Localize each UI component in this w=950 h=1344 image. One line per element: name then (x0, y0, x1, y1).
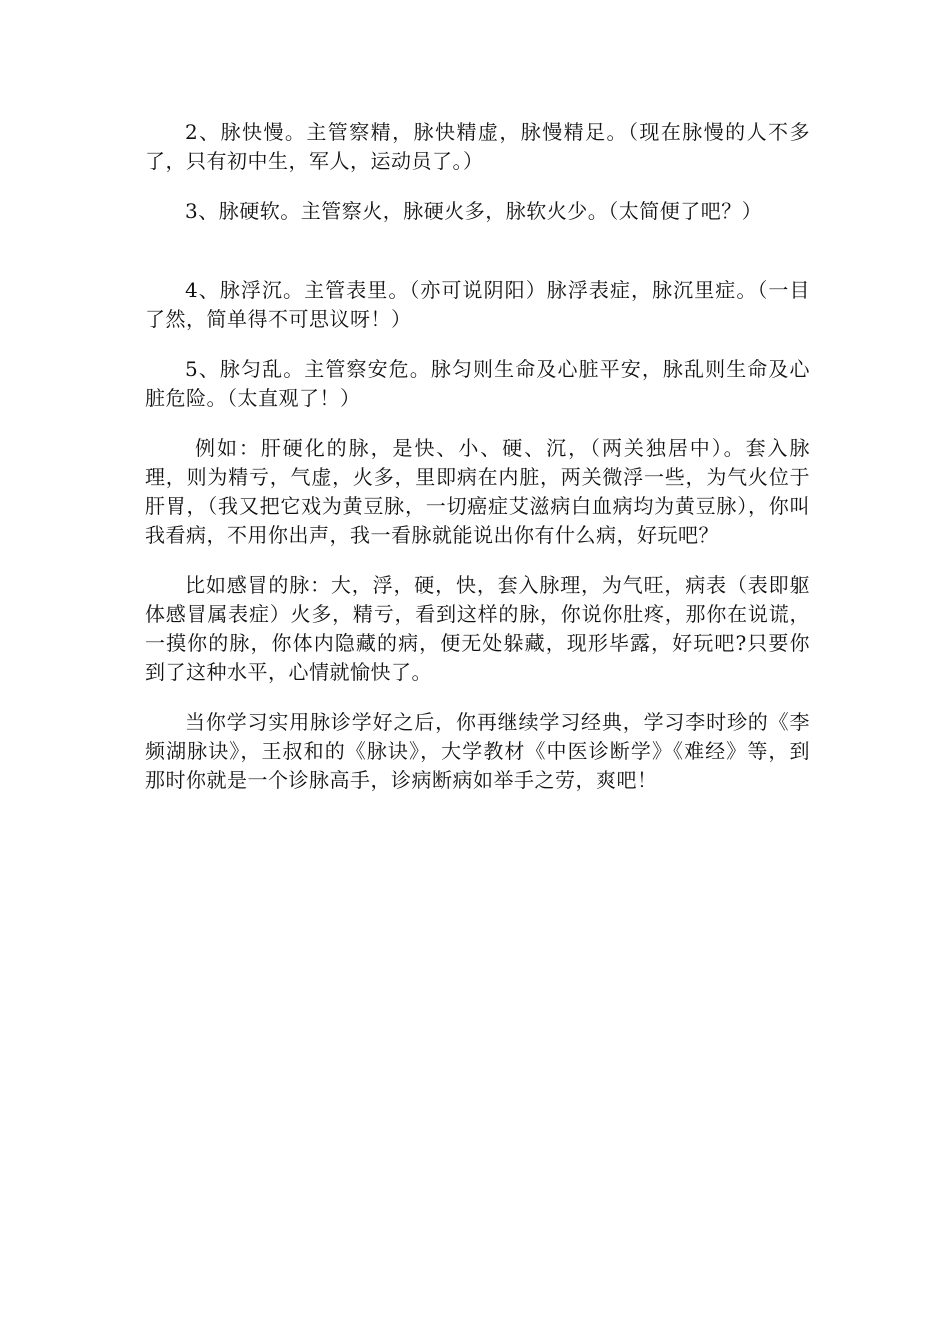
paragraph-example-cold: 比如感冒的脉：大，浮，硬，快，套入脉理，为气旺，病表（表即躯体感冒属表症）火多，精亏，看到这样的脉，你说你肚疼，那你在说谎，一摸你的脉，你体内隐藏的病，便无处躲藏，现形毕露，好玩吧?只要你到了这种水平，心情就愉快了。 (145, 573, 810, 684)
paragraph-pulse-hardness: 3、脉硬软。主管察火，脉硬火多，脉软火少。（太简便了吧？） (185, 199, 763, 223)
document-body (145, 118, 810, 795)
paragraph-further-study: 当你学习实用脉诊学好之后，你再继续学习经典，学习李时珍的《李频湖脉诀》，王叔和的《脉诀》，大学教材《中医诊断学》《难经》等，到那时你就是一个诊脉高手，诊病断病如举手之劳，爽吧！ (145, 710, 810, 792)
paragraph-example-cirrhosis: 例如：肝硬化的脉，是快、小、硬、沉，（两关独居中）。套入脉理，则为精亏，气虚，火多，里即病在内脏，两关微浮一些，为气火位于肝胃，（我又把它戏为黄豆脉，一切癌症艾滋病白血病均为黄豆脉），你叫我看病，不用你出声，我一看脉就能说出你有什么病，好玩吧？ (145, 436, 810, 547)
paragraph-pulse-depth: 4、脉浮沉。主管表里。（亦可说阴阳）脉浮表症，脉沉里症。（一目了然，简单得不可思议呀！） (145, 278, 810, 331)
paragraph-pulse-speed: 2、脉快慢。主管察精，脉快精虚，脉慢精足。（现在脉慢的人不多了，只有初中生，军人，运动员了。） (145, 120, 810, 173)
paragraph-pulse-regularity: 5、脉匀乱。主管察安危。脉匀则生命及心脏平安，脉乱则生命及心脏危险。（太直观了！） (145, 357, 810, 410)
